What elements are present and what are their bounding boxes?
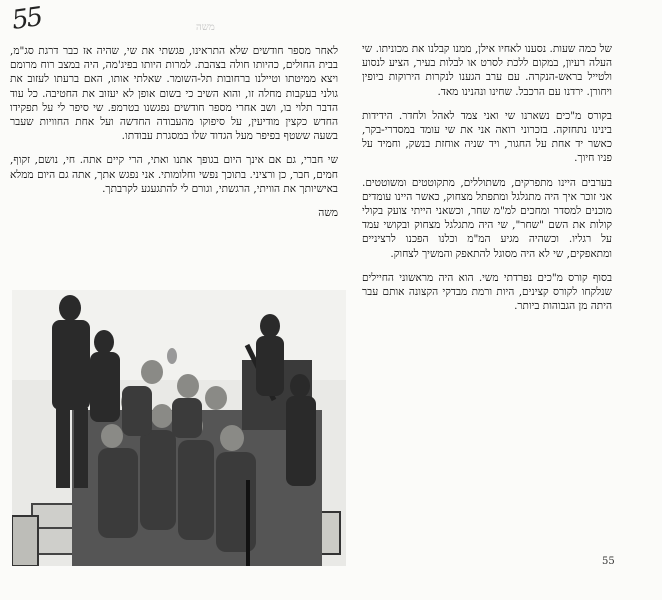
paragraph: בערבים היינו מתפרקים, משתוללים, מתקוטטים ומשוטטים. אני זוכר איך היה מתגלגל ומתפתל מצחוק, כאשר היינו עומדים מוכנים למסדר ומחכים למ"מ שחר, וכשאני הייתי צועק בקולי קולות את השם "שחר", שי היה מתגלגל מצחוק ובקושי עמד על רגליו. וכשהיה מגיע המ"מ וכלנו הפכנו לרציניים ומתאפקים, שי לא היה מסוגל להתאפק והמשיך לצחוק. <box>362 176 612 260</box>
handwritten-page-number: 55 <box>10 2 44 36</box>
page-number: 55 <box>602 556 615 567</box>
paragraph: שי חברי, גם אם אינך היום בגופך אתנו ואתי, הרי קיים אתה. חי, נושם, זקוף, חמים, חבר, כן ורציני. בתוכך נפשי וחלומותי. אני נפגש אתך, אתה גם היום ממלא באישיותך את הוויתי, הרגשתי, וגורם לי להתגעגע לקרבתך. <box>10 154 338 195</box>
faint-heading: משה <box>196 22 215 33</box>
right-text-column <box>362 42 612 323</box>
paragraph: בסוף קורס מ"כים נפרדתי משי. הוא היה מראשוני החיילים שנלקחו לקורס קצינים, היות ורמת מבדקי הקצונה אותם עבר היתה מן הגבוהות ביותר. <box>362 271 612 313</box>
signature: משה <box>318 207 338 220</box>
paragraph: בקורס מ"כים נשארנו שי ואני צמד לאהל ולחדר. הידידות בינינו נתחזקה. בזכרוני רואה אני את שי עומד במסדרי-בקר, כאשר יד אחת על החגור, ויד שניה אוחזת בנשק, וחמיד על פניו חיוך. <box>362 109 612 165</box>
left-text-column <box>10 44 338 220</box>
group-photo-soldiers-icon <box>12 290 346 566</box>
paragraph: לאחר מספר חודשים שלא התראינו, פגשתי את שי, שהיה אז כבר דרגת סג"מ, בבית החולים, כהיותו חולה בצהבת. למרות היותו בפיג'מה, היה במצב רוח מרומם ויצא ממיטתו וטיילנו ברחובות תל-השומר. שאלתי אותו, האם ברעתו לעזוב את גולני בעקבות מחלה זו, והוא השיב כי בשום אופן לא יעזוב את החטיבה. כל עוד הדבר תלוי בו, ושב אחרי מספר חודשים נפגשנו בטרמפ. שי סיפר לי על תפקידו החדש כקצין מודיעין, על סיפוקו מהעבודה החדשה ועל אחת החוויות שעבר בשעה ששטף בפיפר מעל הגדוד שלו במסגרת עבודתו. <box>10 45 338 143</box>
paragraph: של כמה שעות. נסענו לאחיו אילן, ממנו קבלנו את מכוניתו. שי העלה רעיון, במקום ללכת לסרט או לבלות בעיר, הציע לנסוע ולטייל בראש-הנקרה. עם ערב הגענו לנקרות הירוקות ביופין ויחורן. ירדנו עם הרכבל. שחינו ונהנינו מאד. <box>362 43 612 98</box>
